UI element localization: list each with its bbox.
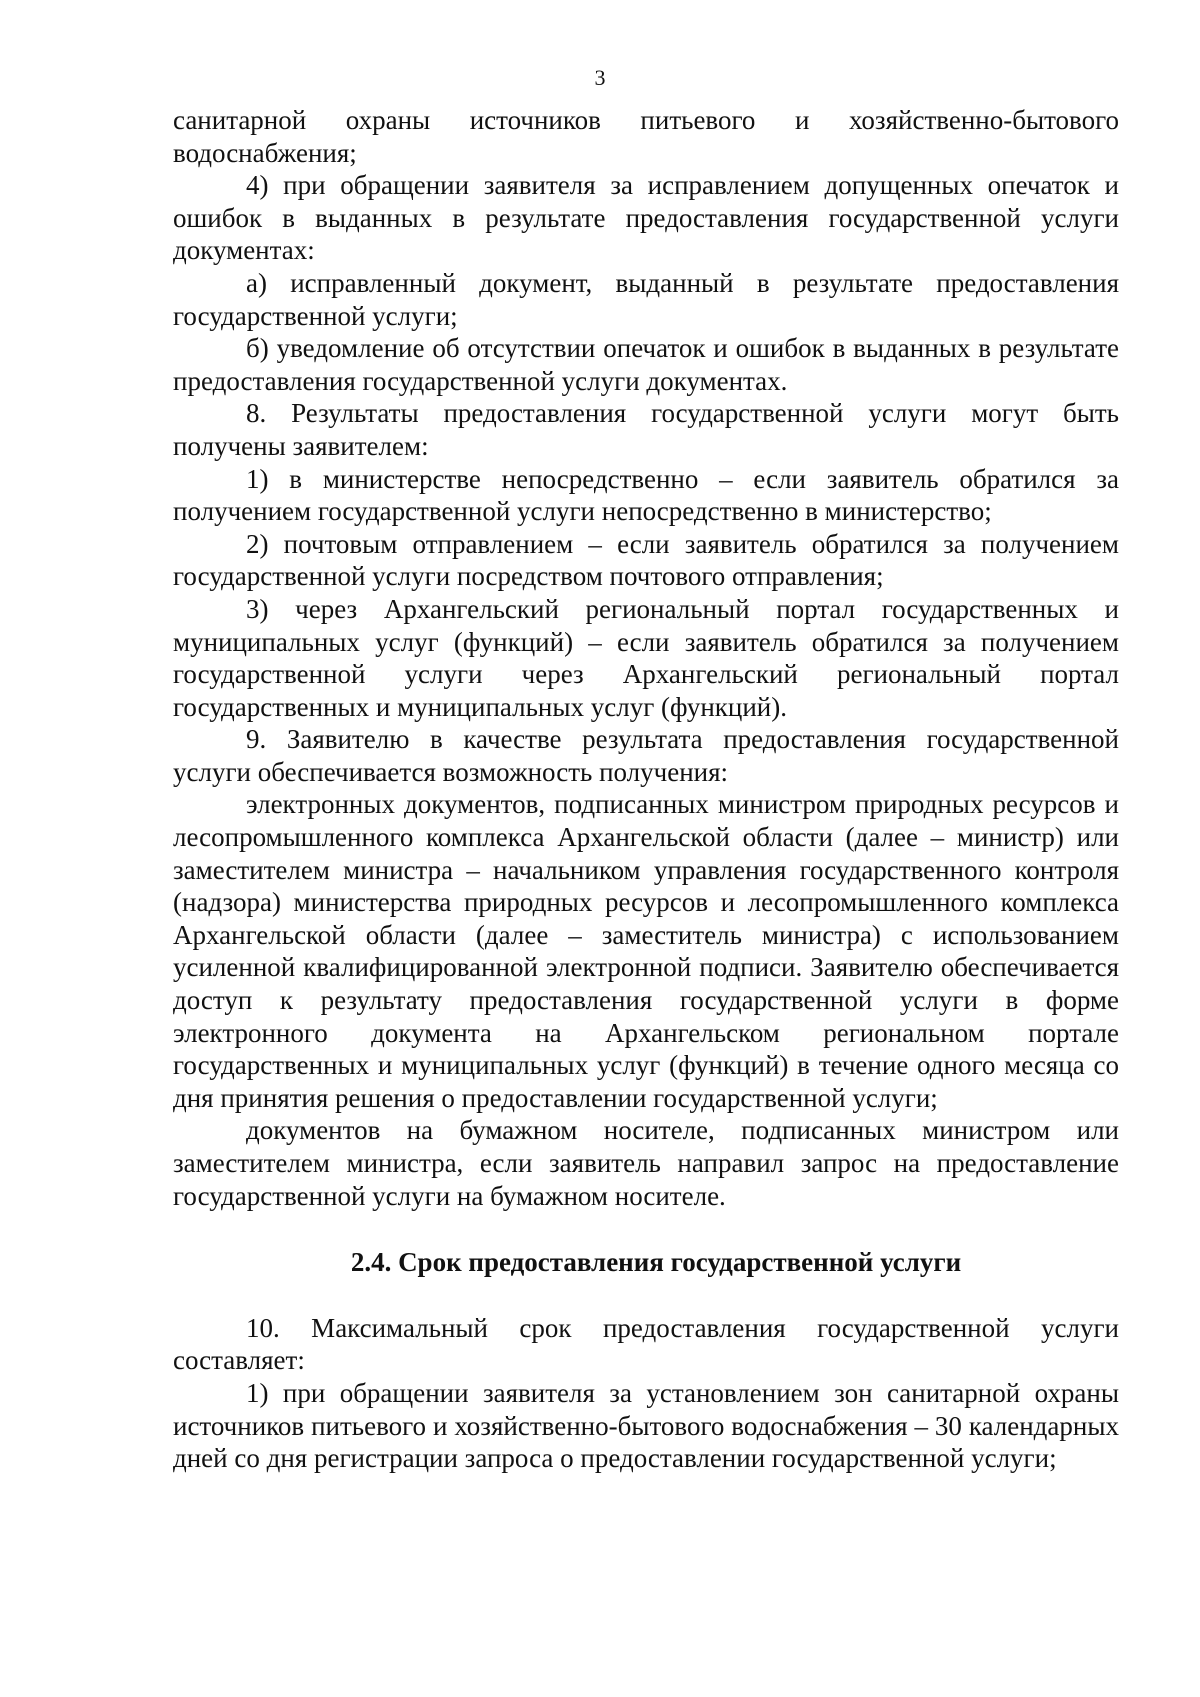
paragraph: 4) при обращении заявителя за исправлением допущенных опечаток и ошибок в выданных в результате предоставления государственной услуги документах: (173, 170, 1119, 266)
document-body (173, 104, 1119, 1475)
paragraph: а) исправленный документ, выданный в результате предоставления государственной услуги; (173, 267, 1119, 331)
paragraph: 1) при обращении заявителя за установлением зон санитарной охраны источников питьевого и хозяйственно-бытового водоснабжения – 30 календарных дней со дня регистрации запроса о предоставлении государственной услуги; (173, 1377, 1119, 1474)
paragraph: 1) в министерстве непосредственно – если заявитель обратился за получением государственной услуги непосредственно в министерство; (173, 463, 1119, 527)
section-heading: 2.4. Срок предоставления государственной услуги (350, 1247, 962, 1278)
paragraph: 3) через Архангельский региональный портал государственных и муниципальных услуг (функций) – если заявитель обратился за получением государственной услуги через Архангельский региональный портал государственных и муниципальных услуг (функций). (173, 593, 1119, 722)
paragraph: электронных документов, подписанных министром природных ресурсов и лесопромышленного комплекса Архангельской области (далее – министр) или заместителем министра – начальником управления государственного контроля (надзора) министерства природных ресурсов и лесопромышленного комплекса Архангельской области (далее – заместитель министра) с использованием усиленной квалифицированной электронной подписи. Заявителю обеспечивается доступ к результату предоставления государственной услуги в форме электронного документа на Архангельском региональном портале государственных и муниципальных услуг (функций) в течение одного месяца со дня принятия решения о предоставлении государственной услуги; (173, 789, 1119, 1113)
paragraph: документов на бумажном носителе, подписанных министром или заместителем министра, если заявитель направил запрос на предоставление государственной услуги на бумажном носителе. (173, 1115, 1119, 1211)
paragraph: б) уведомление об отсутствии опечаток и ошибок в выданных в результате предоставления государственной услуги документах. (173, 333, 1119, 396)
paragraph: 2) почтовым отправлением – если заявитель обратился за получением государственной услуги посредством почтового отправления; (173, 528, 1119, 592)
paragraph: 8. Результаты предоставления государственной услуги могут быть получены заявителем: (173, 398, 1119, 461)
paragraph: 9. Заявителю в качестве результата предоставления государственной услуги обеспечивается возможность получения: (173, 724, 1119, 787)
paragraph: 10. Максимальный срок предоставления государственной услуги составляет: (173, 1312, 1119, 1376)
paragraph: санитарной охраны источников питьевого и хозяйственно-бытового водоснабжения; (173, 105, 1119, 168)
page-number: 3 (594, 65, 606, 90)
